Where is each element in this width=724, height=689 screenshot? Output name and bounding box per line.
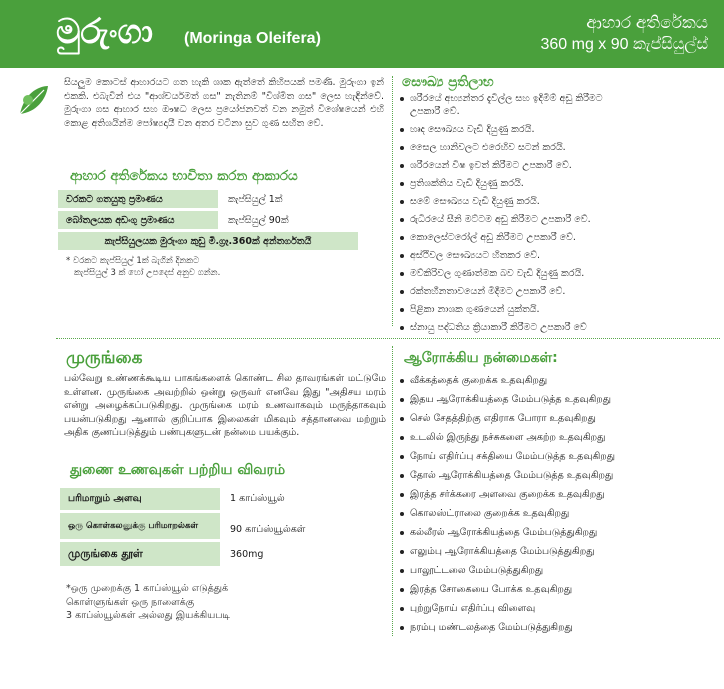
bullet-icon xyxy=(400,164,404,168)
tamil-info-heading: துணை உணவுகள் பற்றிய விவரம் xyxy=(70,462,286,478)
spec-line-2: 360 mg x 90 කැප්සියුල්ස් xyxy=(540,36,708,53)
list-item: இரத்த சோகையை போக்க உதவுகிறது xyxy=(400,583,572,596)
product-latin-name: (Moringa Oleifera) xyxy=(184,30,321,47)
tamil-title: முருங்கை xyxy=(66,348,143,368)
table-value: කැප්සියුල් 90ක් xyxy=(228,214,289,226)
column-divider xyxy=(392,76,393,326)
list-item: இதய ஆரோக்கியத்தை மேம்படுத்த உதவுகிறது xyxy=(400,393,611,406)
header-banner xyxy=(0,0,724,68)
moringa-leaf-icon xyxy=(14,80,54,120)
list-item: කොලෙස්ටරෝල් අඩු කිරීමට උපකාරී වේ. xyxy=(400,231,576,244)
list-item: අස්ථිවල සෞඛ්‍යයට හිතකර වේ. xyxy=(400,249,540,262)
list-item: සෛල හානිවලට එරෙහිව සටන් කරයි. xyxy=(400,141,566,154)
bullet-icon xyxy=(400,455,404,459)
sinhala-usage-table xyxy=(58,190,358,252)
table-label: බෝතලයක අඩංගු ප්‍රමාණය xyxy=(58,211,218,229)
bullet-icon xyxy=(400,474,404,478)
bullet-icon xyxy=(400,200,404,204)
sinhala-usage-heading: ආහාර අතිරේකය භාවිතා කරන ආකාරය xyxy=(70,168,298,184)
table-row xyxy=(60,542,360,566)
list-item: வீக்கத்தைக் குறைக்க உதவுகிறது xyxy=(400,374,547,387)
list-item: செல் சேதத்திற்கு எதிராக போரா உதவுகிறது xyxy=(400,412,596,425)
bullet-icon xyxy=(400,272,404,276)
table-value: 360mg xyxy=(230,548,264,560)
product-title: මුරුංගා xyxy=(56,12,154,52)
bullet-icon xyxy=(400,254,404,258)
table-label: වරකට ගතයුතු ප්‍රමාණය xyxy=(58,190,218,208)
table-row xyxy=(60,513,360,539)
bullet-icon xyxy=(400,128,404,132)
note-line: *ஒரு முறைக்கு 1 காப்ஸ்யூல் எடுத்துக் xyxy=(66,583,229,594)
list-item: රුධිරයේ සීනි මට්ටම අඩු කිරීමට උපකාරී වේ. xyxy=(400,213,591,226)
bullet-icon xyxy=(400,236,404,240)
bullet-icon xyxy=(400,436,404,440)
bullet-icon xyxy=(400,379,404,383)
tamil-benefits-list xyxy=(400,374,720,642)
table-value: කැප්සියුල් 1ක් xyxy=(228,193,283,205)
column-divider xyxy=(392,346,393,636)
bullet-icon xyxy=(400,182,404,186)
bullet-icon xyxy=(400,626,404,630)
bullet-icon xyxy=(400,550,404,554)
table-value: 90 காப்ஸ்யூல்கள் xyxy=(230,524,306,535)
table-row xyxy=(58,211,358,229)
list-item: கல்லீரல் ஆரோக்கியத்தை மேம்படுத்துகிறது xyxy=(400,526,597,539)
list-item: கொலஸ்ட்ராலை குறைக்க உதவுகிறது xyxy=(400,507,569,520)
table-row xyxy=(60,488,360,510)
bullet-icon xyxy=(400,531,404,535)
list-item: தோல் ஆரோக்கியத்தை மேம்படுத்த உதவுகிறது xyxy=(400,469,613,482)
note-line: கொள்ளுங்கள் ஒரு நாளைக்கு xyxy=(66,596,195,608)
bullet-icon xyxy=(400,493,404,497)
bullet-icon xyxy=(400,417,404,421)
tamil-info-table xyxy=(60,488,360,576)
list-item: ශරීරයෙන් විෂ ඉවත් කිරීමට උපකාරී වේ. xyxy=(400,159,572,172)
tamil-benefits-heading: ஆரோக்கிய நன்மைகள்: xyxy=(404,350,558,366)
section-divider xyxy=(56,338,720,339)
list-item: நோய் எதிர்ப்பு சக்தியை மேம்படுத்த உதவுகிறது xyxy=(400,450,615,463)
note-line: කැප්සියුල් 3 ක් හෝ උපදෙස් අනුව ගන්න. xyxy=(74,267,221,278)
bullet-icon xyxy=(400,290,404,294)
list-item: இரத்த சர்க்கரை அளவை குறைக்க உதவுகிறது xyxy=(400,488,604,501)
sinhala-benefits-list xyxy=(400,92,720,332)
list-item: புற்றுநோய் எதிர்ப்பு விளைவு xyxy=(400,602,535,615)
bullet-icon xyxy=(400,512,404,516)
list-item: ප්‍රතිශක්තිය වැඩි දියුණු කරයි. xyxy=(400,177,524,190)
note-line: * වරකට කැප්සියුල් 1ක් බැගින් දිනකට xyxy=(66,256,200,266)
list-item: උපකාරී වේ. xyxy=(410,106,460,117)
bullet-icon xyxy=(400,97,404,101)
tamil-intro-paragraph: பல்வேறு உண்ணக்கூடிய பாகங்களைக் கொண்ட சில தாவரங்கள் மட்டுமே உள்ளன. முருங்கை அவற்றில் ஒன்று ஒருவர் எனவே இது "அதிசய மரம் என்று அழைக்கப்படுகிறது. முருங்கை மரம் உணவாகவும் மருந்தாகவும் பயன்படுகிறது ஆனால் குறிப்பாக இலைகள் மிகவும் சத்தானவை மற்றும் அதிக குணப்படுத்தும் பண்புகளுடன் நன்மை பயக்கும். xyxy=(64,373,386,438)
product-spec xyxy=(540,12,708,56)
contents-row: කැප්සියුලයක මුරුංගා කුඩු මි.ග්‍රෑ.360ක් අන්තර්ගතයි xyxy=(58,232,358,250)
sinhala-dosage-note xyxy=(66,256,366,279)
bullet-icon xyxy=(400,308,404,312)
table-value: 1 காப்ஸ்யூல் xyxy=(230,493,285,504)
bullet-icon xyxy=(400,588,404,592)
bullet-icon xyxy=(400,218,404,222)
list-item: பாலூட்டலை மேம்படுத்துகிறது xyxy=(400,564,543,577)
list-item: සමේ සෞඛ්‍යය වැඩි දියුණු කරයි. xyxy=(400,195,540,208)
bullet-icon xyxy=(400,146,404,150)
list-item: රක්තහීනතාවයෙන් මිදීමට උපකාරී වේ. xyxy=(400,285,565,298)
bullet-icon xyxy=(400,326,404,330)
list-item: පිළිකා නාශක ගුණයෙන් යුක්තයි. xyxy=(400,303,540,316)
list-item: ස්නායු පද්ධතිය ක්‍රියාකාරී කිරීමට උපකාරී වේ xyxy=(400,321,587,334)
list-item: எலும்பு ஆரோக்கியத்தை மேம்படுத்துகிறது xyxy=(400,545,594,558)
note-line: 3 காப்ஸ்யூல்கள் அல்லது இயக்கியபடி xyxy=(66,610,230,621)
table-row xyxy=(58,232,358,250)
bullet-icon xyxy=(400,607,404,611)
table-label: ஒரு கொள்கலனுக்கு பரிமாறல்கள் xyxy=(60,513,220,539)
spec-line-1: ආහාර අතිරේකය xyxy=(586,13,708,32)
list-item: ශරීරයේ අභ්‍යන්තර දැවිල්ල සහ ඉදිමීම් අඩු කිරීමට xyxy=(400,92,603,105)
table-row xyxy=(58,190,358,208)
table-label: பரிமாறும் அளவு xyxy=(60,488,220,510)
list-item: நரம்பு மண்டலத்தை மேம்படுத்துகிறது xyxy=(400,621,573,634)
table-label: முருங்கை தூள் xyxy=(60,542,220,566)
list-item: හෘද සෞඛ්‍යය වැඩි දියුණු කරයි. xyxy=(400,123,534,136)
sinhala-intro-paragraph: සියලුම කොටස් ආහාරයට ගත හැකි ශාක ඇත්තේ කිහිපයක් පමණි. මුරුංගා ඉන් එකකි. එබැවින් එය "ආශ්චර්යමත් ගස" නැතිනම් "විශ්මිත ගස" ලෙස හැඳින්වේ. මුරුංගා ගස ආහාර සහ ඖෂධ ලෙස ප්‍රයෝජනවත් වන නමුත් විශේෂයෙන් එහි කොළ අතිශයින්ම පෝෂ්‍යදායී වන අතර වටිනා සුව ගුණ සහිත වේ. xyxy=(64,77,384,129)
bullet-icon xyxy=(400,569,404,573)
list-item: உடலில் இருந்து நச்சுகளை அகற்ற உதவுகிறது xyxy=(400,431,605,444)
sinhala-benefits-heading: සෞඛ්‍ය ප්‍රතිලාභ xyxy=(402,74,494,90)
tamil-dosage-note xyxy=(66,582,366,623)
bullet-icon xyxy=(400,398,404,402)
list-item: මව්කිරිවල ගුණාත්මක බව වැඩි දියුණු කරයි. xyxy=(400,267,584,280)
